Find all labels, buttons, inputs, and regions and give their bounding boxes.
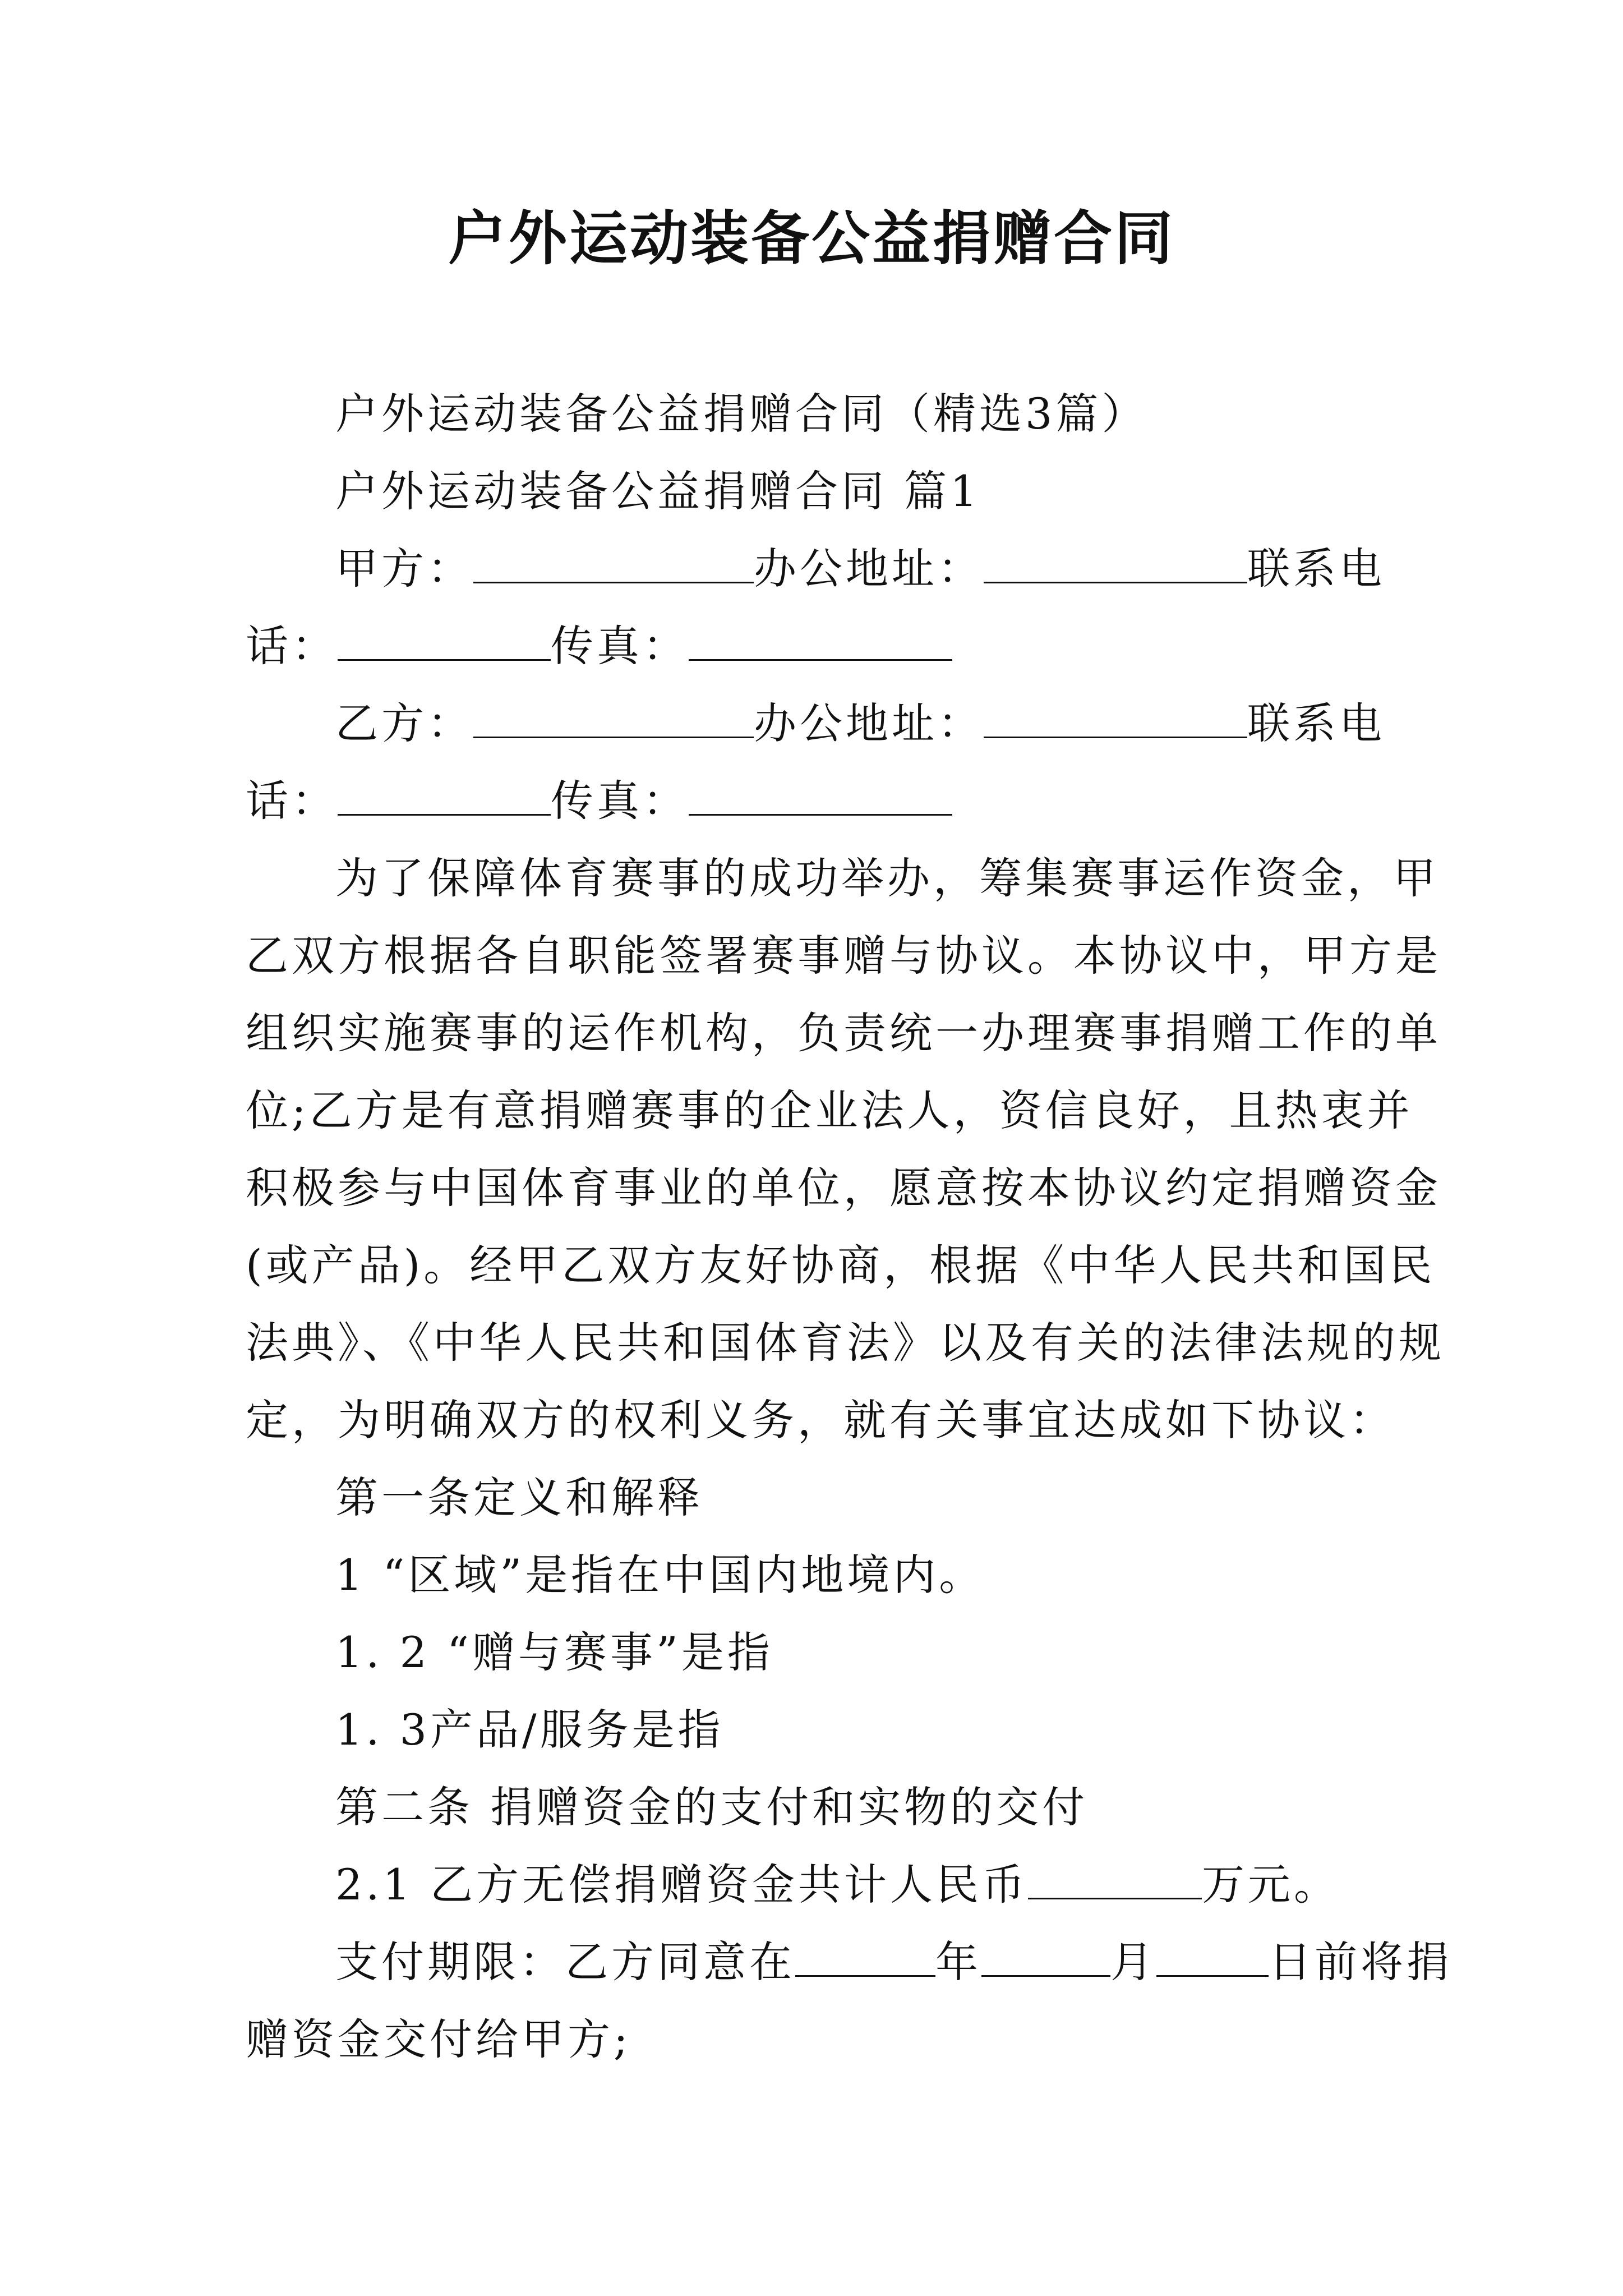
clause-1: 1 “区域”是指在中国内地境内。 (335, 1550, 985, 1600)
intro-line: 位;乙方是有意捐赠赛事的企业法人，资信良好，且热衷并 (246, 1085, 1413, 1135)
subtitle: 户外运动装备公益捐赠合同（精选3篇） (335, 389, 1148, 439)
payment-term-line (335, 1934, 1453, 1990)
intro-line: 组织实施赛事的运作机构，负责统一办理赛事捐赠工作的单 (246, 1008, 1441, 1058)
clause-2-1 (335, 1857, 1340, 1913)
party-b-line-2 (246, 773, 952, 829)
intro-line: (或产品)。经甲乙双方友好协商，根据《中华人民共和国民 (246, 1240, 1436, 1290)
year-blank[interactable] (795, 1940, 935, 1977)
intro-line: 法典》、《中华人民共和国体育法》以及有关的法律法规的规 (246, 1318, 1445, 1368)
party-a-line (335, 541, 1385, 597)
intro-line: 积极参与中国体育事业的单位，愿意按本协议约定捐赠资金 (246, 1163, 1441, 1213)
month-label: 月 (1110, 1937, 1156, 1987)
party-b-fax-blank[interactable] (689, 779, 952, 816)
payment-prefix: 支付期限：乙方同意在 (335, 1937, 795, 1987)
year-label: 年 (935, 1937, 981, 1987)
party-b-address-label: 办公地址： (754, 698, 984, 748)
party-b-phone-blank[interactable] (338, 779, 551, 816)
party-b-line (335, 696, 1385, 752)
party-a-line-2 (246, 618, 952, 674)
party-a-label: 甲方： (335, 544, 473, 593)
amount-blank[interactable] (1028, 1863, 1202, 1899)
clause-2-1-unit: 万元。 (1202, 1860, 1340, 1910)
party-a-phone-blank[interactable] (338, 624, 551, 661)
article-2-heading: 第二条 捐赠资金的支付和实物的交付 (335, 1782, 1089, 1832)
article-1-heading: 第一条定义和解释 (335, 1473, 703, 1522)
party-a-name-blank[interactable] (473, 547, 754, 583)
party-a-fax-label: 传真： (551, 621, 689, 671)
party-a-fax-blank[interactable] (689, 624, 952, 661)
part-heading: 户外运动装备公益捐赠合同 篇1 (335, 466, 981, 516)
intro-line: 为了保障体育赛事的成功举办，筹集赛事运作资金，甲 (335, 853, 1439, 903)
day-blank[interactable] (1156, 1940, 1269, 1977)
party-b-address-blank[interactable] (984, 702, 1247, 738)
clause-1-2: 1. 2 “赠与赛事”是指 (335, 1627, 773, 1677)
clause-2-1-text: 2.1 乙方无偿捐赠资金共计人民币 (335, 1860, 1029, 1910)
month-blank[interactable] (981, 1940, 1110, 1977)
intro-line: 定，为明确双方的权利义务，就有关事宜达成如下协议： (246, 1395, 1395, 1445)
party-b-phone-label: 联系电 (1247, 698, 1385, 748)
intro-line: 乙双方根据各自职能签署赛事赠与协议。本协议中，甲方是 (246, 931, 1441, 981)
party-b-label: 乙方： (335, 698, 473, 748)
party-b-name-blank[interactable] (473, 702, 754, 738)
party-a-phone-label: 联系电 (1247, 544, 1385, 593)
day-suffix: 日前将捐 (1269, 1937, 1453, 1987)
party-b-fax-label: 传真： (551, 776, 689, 826)
document-title: 户外运动装备公益捐赠合同 (448, 204, 1175, 273)
party-a-address-blank[interactable] (984, 547, 1247, 583)
party-a-address-label: 办公地址： (754, 544, 984, 593)
party-a-phone-label-cont: 话： (246, 621, 338, 671)
party-b-phone-label-cont: 话： (246, 776, 338, 826)
payment-term-continuation: 赠资金交付给甲方; (246, 2014, 631, 2064)
clause-1-3: 1. 3产品/服务是指 (335, 1705, 724, 1755)
